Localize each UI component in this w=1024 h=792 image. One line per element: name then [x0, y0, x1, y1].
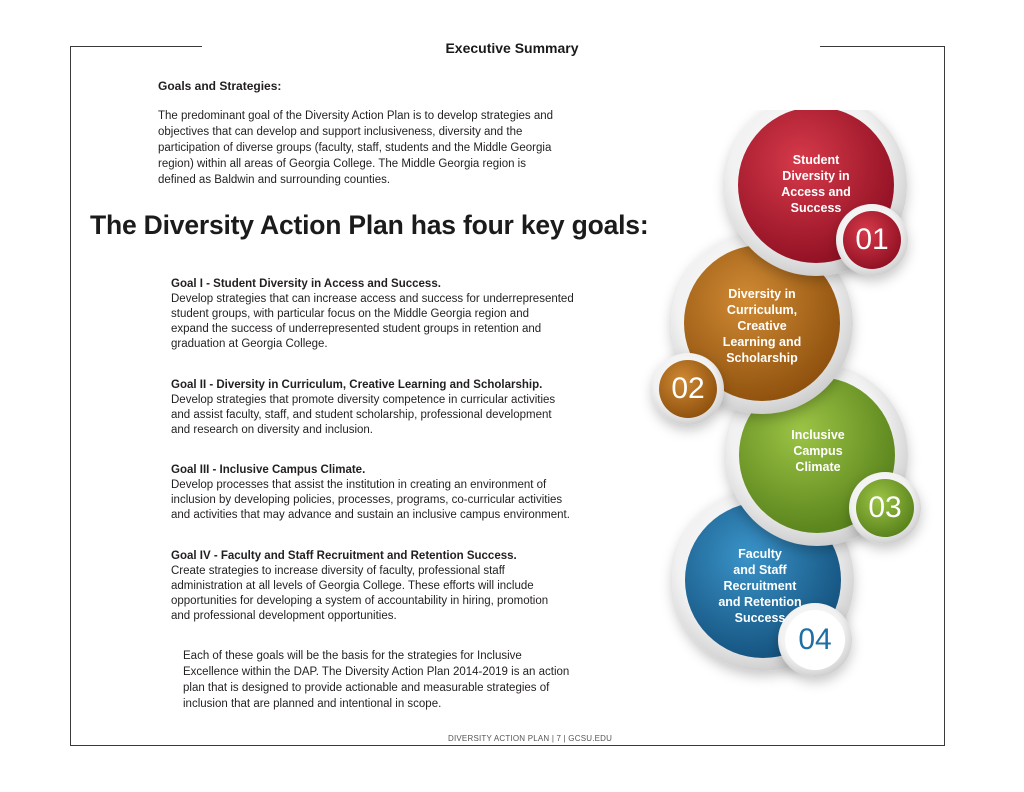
text-line: Scholarship: [726, 351, 798, 365]
page-footer: DIVERSITY ACTION PLAN | 7 | GCSU.EDU: [448, 734, 613, 743]
text-line: expand the success of underrepresented student groups in retention and: [171, 323, 542, 335]
text-line: Develop strategies that promote diversity competence in curricular activities: [171, 394, 556, 406]
text-line: Learning and: [722, 335, 802, 349]
goal-title: Goal II - Diversity in Curriculum, Creative Learning and Scholarship.: [171, 379, 543, 391]
text-line: Campus: [793, 444, 843, 458]
text-line: Diversity in: [782, 169, 850, 183]
text-line: Student: [792, 153, 840, 167]
text-line: The predominant goal of the Diversity Action Plan is to develop strategies and: [158, 110, 554, 122]
goal-title: Goal III - Inclusive Campus Climate.: [171, 464, 366, 476]
text-line: and Staff: [733, 563, 787, 577]
goal-4: [171, 549, 591, 624]
text-line: administration at all levels of Georgia College. These efforts will include: [171, 580, 534, 592]
strategies-paragraph: [158, 108, 578, 188]
text-line: Creative: [737, 319, 787, 333]
text-line: Create strategies to increase diversity of faculty, professional staff: [171, 565, 505, 577]
text-line: plan that is designed to provide actionable and measurable strategies of: [183, 682, 550, 694]
text-line: Success: [734, 611, 786, 625]
text-line: Success: [790, 201, 842, 215]
text-line: and professional development opportunities.: [171, 610, 397, 622]
goals-graphic: [640, 110, 940, 730]
text-line: Each of these goals will be the basis for the strategies for Inclusive: [183, 650, 522, 662]
text-line: student groups, with particular focus on the Middle Georgia region and: [171, 308, 529, 320]
goal-1: [171, 277, 591, 352]
text-line: region) within all areas of Georgia College. The Middle Georgia region is: [158, 158, 526, 170]
bubble-2-number: 02: [671, 372, 705, 405]
text-line: Recruitment: [723, 579, 797, 593]
text-line: objectives that can develop and support inclusiveness, diversity and the: [158, 126, 523, 138]
goal-3: [171, 463, 591, 523]
text-line: Climate: [795, 460, 841, 474]
text-line: Faculty: [738, 547, 782, 561]
text-line: Curriculum,: [726, 303, 798, 317]
text-line: graduation at Georgia College.: [171, 338, 328, 350]
text-line: participation of diverse groups (faculty, staff, students and the Middle Georgia: [158, 142, 552, 154]
goal-title: Goal I - Student Diversity in Access and Success.: [171, 278, 441, 290]
text-line: Develop processes that assist the institution in creating an environment of: [171, 479, 547, 491]
bubble-1-label: [758, 152, 874, 216]
bubble-4-number: 04: [798, 623, 832, 656]
goal-2: [171, 378, 591, 438]
text-line: and activities that may advance and sustain an inclusive campus environment.: [171, 509, 570, 521]
text-line: inclusion that are planned and intentional in scope.: [183, 698, 442, 710]
page-title: Executive Summary: [445, 40, 579, 56]
text-line: Develop strategies that can increase access and success for underrepresented: [171, 293, 574, 305]
bubble-2-label: [704, 286, 820, 366]
text-line: opportunities for developing a system of accountability in hiring, promotion: [171, 595, 549, 607]
text-line: Diversity in: [728, 287, 796, 301]
text-line: and assist faculty, staff, and student scholarship, professional development: [171, 409, 552, 421]
text-line: Inclusive: [791, 428, 845, 442]
strategies-heading: Goals and Strategies:: [158, 79, 282, 93]
bubble-1-number: 01: [855, 223, 889, 256]
bubble-3-label: [760, 427, 876, 475]
goal-title: Goal IV - Faculty and Staff Recruitment and Retention Success.: [171, 550, 517, 562]
text-line: Excellence within the DAP. The Diversity Action Plan 2014-2019 is an action: [183, 666, 570, 678]
text-line: inclusion by developing policies, processes, programs, co-curricular activities: [171, 494, 563, 506]
text-line: and Retention: [718, 595, 802, 609]
text-line: defined as Baldwin and surrounding counties.: [158, 174, 391, 186]
bubble-3-number: 03: [868, 491, 902, 524]
text-line: Access and: [781, 185, 851, 199]
key-goals-heading: The Diversity Action Plan has four key goals:: [90, 210, 649, 240]
closing-paragraph: [183, 648, 583, 712]
text-line: and research on diversity and inclusion.: [171, 424, 374, 436]
bubble-4-label: [702, 546, 818, 626]
